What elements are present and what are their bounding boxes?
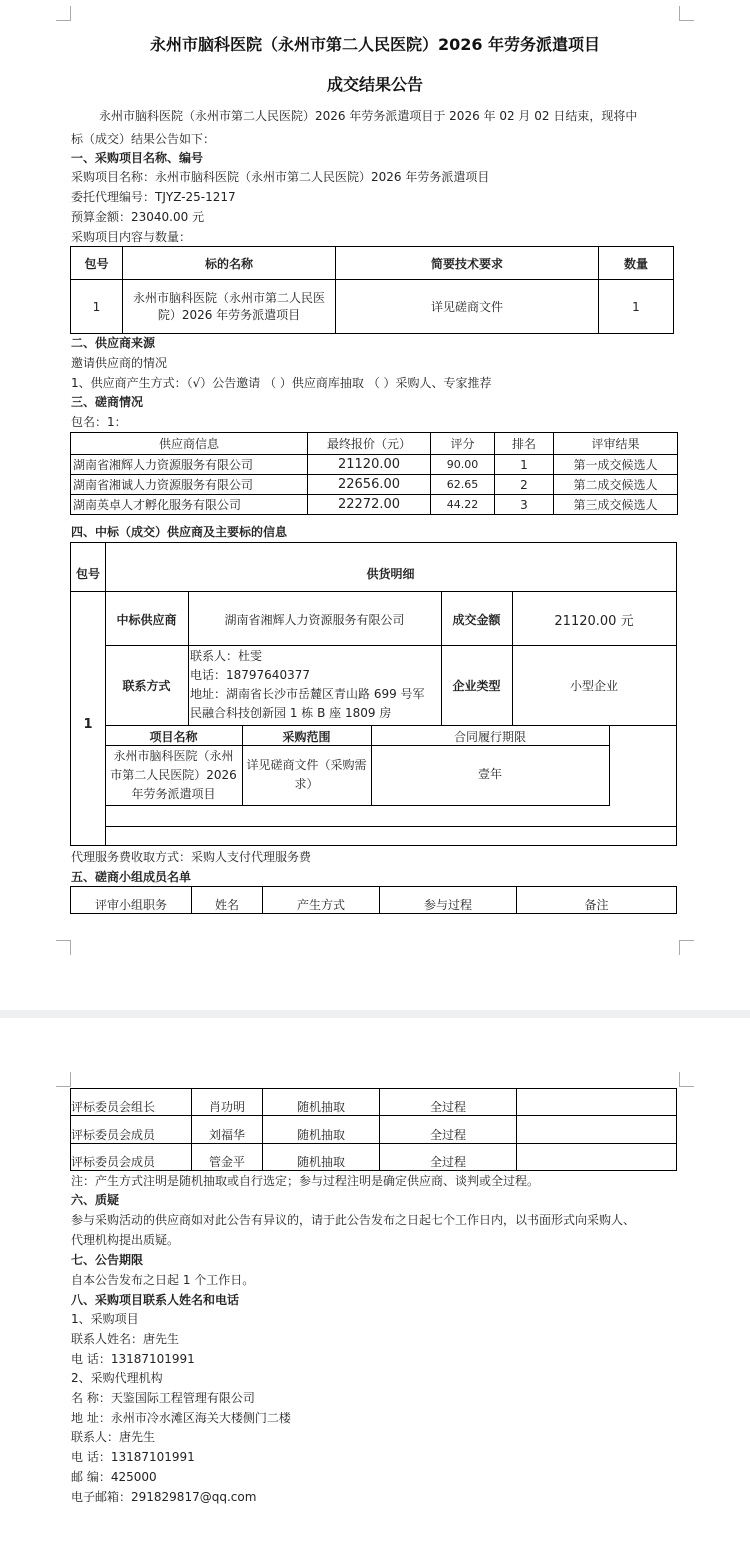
table-cell [517,1144,677,1171]
agency-number: 委托代理编号：TJYZ-25-1217 [71,190,236,204]
table-header: 评审结果 [554,433,678,455]
page-corner-mark [56,1072,71,1087]
section-heading: 八、采购项目联系人姓名和电话 [71,1293,240,1307]
contact-phone: 电话：18797640377 [190,668,310,682]
page-title: 永州市脑科医院（永州市第二人民医院）2026 年劳务派遣项目 [149,35,601,54]
table-cell: 全过程 [380,1089,517,1116]
table-header: 产生方式 [263,887,380,914]
table-cell: 22656.00 [308,475,431,495]
table-cell: 湖南省湘诚人力资源服务有限公司 [71,475,308,495]
table-cell: 2 [495,475,554,495]
agency-email: 电子邮箱：291829817@qq.com [71,1490,257,1504]
inner-line [105,826,676,827]
package-number: 1 [83,717,93,732]
header-divider [71,591,676,592]
page-corner-mark [679,940,694,955]
table-cell: 评标委员会组长 [71,1089,192,1116]
panel-table-header [70,886,677,914]
challenge-text: 代理机构提出质疑。 [71,1233,180,1247]
table-cell: 全过程 [380,1116,517,1144]
project-name-line: 年劳务派遣项目 [131,787,216,801]
panel-table [70,1088,677,1171]
table-header: 备注 [517,887,677,914]
page-corner-mark [56,940,71,955]
contact-address: 地址：湖南省长沙市岳麓区青山路 699 号军 [190,687,425,701]
table-cell: 全过程 [380,1144,517,1171]
content-label: 采购项目内容与数量： [71,230,192,244]
table-header: 标的名称 [123,247,336,280]
sub-header: 合同履行期限 [453,730,526,744]
project-name-line: 永州市脑科医院（永州 [113,749,234,763]
scope-cell [242,756,371,794]
agency-contact: 联系人：唐先生 [71,1430,156,1444]
section-heading: 一、采购项目名称、编号 [71,151,204,165]
table-cell: 随机抽取 [263,1144,380,1171]
page-corner-mark [56,6,71,21]
inner-line [105,745,610,746]
table-cell: 第二成交候选人 [554,475,678,495]
buyer-contact: 联系人姓名：唐先生 [71,1332,180,1346]
project-name-cell [105,747,242,804]
bids-table [70,432,678,515]
section-heading: 三、磋商情况 [71,395,144,409]
table-row [71,495,678,515]
table-cell: 90.00 [431,455,495,475]
page-corner-mark [679,1072,694,1087]
table-header: 姓名 [192,887,263,914]
table-cell: 第三成交候选人 [554,495,678,515]
table-cell: 随机抽取 [263,1089,380,1116]
panel-note: 注：产生方式注明是随机抽取或自行选定；参与过程注明是确定供应商、谈判或全过程。 [71,1174,540,1188]
table-header: 包号 [71,247,123,280]
winner-label: 中标供应商 [116,613,177,627]
section-heading: 四、中标（成交）供应商及主要标的信息 [71,525,288,539]
table-row [71,455,678,475]
table-cell [517,1116,677,1144]
supplier-method: 1、供应商产生方式：（√）公告邀请 （ ）供应商库抽取 （ ）采购人、专家推荐 [71,376,492,390]
table-header: 排名 [495,433,554,455]
table-cell: 肖功明 [192,1089,263,1116]
contact-label: 联系方式 [122,679,171,693]
table-cell: 湖南省湘辉人力资源服务有限公司 [71,455,308,475]
table-cell: 1 [599,280,674,334]
table-header: 评审小组职务 [71,887,192,914]
sub-header: 采购范围 [282,730,331,744]
winner-table [70,542,677,846]
amount-value: 21120.00 元 [554,614,634,629]
table-cell: 详见磋商文件 [336,280,599,334]
package-name: 包名：1： [71,415,127,429]
period-value: 壹年 [477,767,502,781]
table-cell: 湖南英卓人才孵化服务有限公司 [71,495,308,515]
notice-period: 自本公告发布之日起 1 个工作日。 [71,1273,255,1287]
table-cell: 3 [495,495,554,515]
contact-address: 民融合科技创新园 1 栋 B 座 1809 房 [190,706,392,720]
items-table [70,246,674,334]
table-cell: 1 [495,455,554,475]
agency-address: 地 址：永州市冷水滩区海关大楼侧门二楼 [71,1411,291,1425]
contact-person: 联系人：杜雯 [190,649,263,663]
table-row [71,1116,677,1144]
table-header: 最终报价（元） [308,433,431,455]
amount-label: 成交金额 [452,613,501,627]
col-header-package: 包号 [75,567,100,581]
type-value: 小型企业 [569,679,618,693]
table-cell: 随机抽取 [263,1116,380,1144]
page-break [0,1010,750,1018]
sub-header: 项目名称 [149,730,198,744]
table-header: 简要技术要求 [336,247,599,280]
table-cell: 评标委员会成员 [71,1144,192,1171]
item-name-line: 永州市脑科医院（永州市第二人民医 [132,290,325,305]
table-row [71,1144,677,1171]
table-cell: 第一成交候选人 [554,455,678,475]
type-label: 企业类型 [452,679,501,693]
agency-phone: 电 话：13187101991 [71,1450,195,1464]
table-cell [517,1089,677,1116]
inner-line [105,805,610,806]
section-heading: 六、质疑 [71,1193,120,1207]
buyer-phone: 电 话：13187101991 [71,1352,195,1366]
project-name: 采购项目名称：永州市脑科医院（永州市第二人民医院）2026 年劳务派遣项目 [71,170,490,184]
intro-text: 标（成交）结果公告如下： [71,132,216,146]
table-cell: 管金平 [192,1144,263,1171]
agency-fee: 代理服务费收取方式：采购人支付代理服务费 [71,850,312,864]
table-cell: 1 [71,280,123,334]
agency-heading: 2、采购代理机构 [71,1371,163,1385]
section-heading: 二、供应商来源 [71,336,156,350]
table-header: 供应商信息 [71,433,308,455]
supplier-source: 邀请供应商的情况 [71,356,168,370]
inner-line [105,645,676,646]
inner-line [609,725,610,805]
table-header: 参与过程 [380,887,517,914]
intro-text: 永州市脑科医院（永州市第二人民医院）2026 年劳务派遣项目于 2026 年 02 月 02 日结束，现将中 [99,109,638,123]
table-cell: 刘福华 [192,1116,263,1144]
sub-table [105,725,610,805]
budget-amount: 预算金额：23040.00 元 [71,210,205,224]
page-corner-mark [679,6,694,21]
table-cell: 评标委员会成员 [71,1116,192,1144]
page-subtitle: 成交结果公告 [326,75,423,94]
winner-name: 湖南省湘辉人力资源服务有限公司 [224,613,405,627]
col-header-detail: 供货明细 [366,567,415,581]
project-name-line: 市第二人民医院）2026 [110,768,237,782]
item-name-line: 院）2026 年劳务派遣项目 [157,307,301,322]
scope-line: 详见磋商文件（采购需 [246,758,367,772]
buyer-heading: 1、采购项目 [71,1312,139,1326]
section-heading: 七、公告期限 [71,1253,144,1267]
table-row [71,1089,677,1116]
table-row [71,475,678,495]
table-cell: 62.65 [431,475,495,495]
agency-name: 名 称：天鉴国际工程管理有限公司 [71,1391,255,1405]
table-header: 评分 [431,433,495,455]
scope-line: 求） [294,777,319,791]
section-heading: 五、磋商小组成员名单 [71,870,192,884]
agency-zip: 邮 编：425000 [71,1470,157,1484]
table-cell: 44.22 [431,495,495,515]
table-cell: 22272.00 [308,495,431,515]
table-cell [123,280,336,334]
challenge-text: 参与采购活动的供应商如对此公告有异议的，请于此公告发布之日起七个工作日内，以书面形式向采购人、 [71,1213,636,1227]
table-cell: 21120.00 [308,455,431,475]
table-header: 数量 [599,247,674,280]
